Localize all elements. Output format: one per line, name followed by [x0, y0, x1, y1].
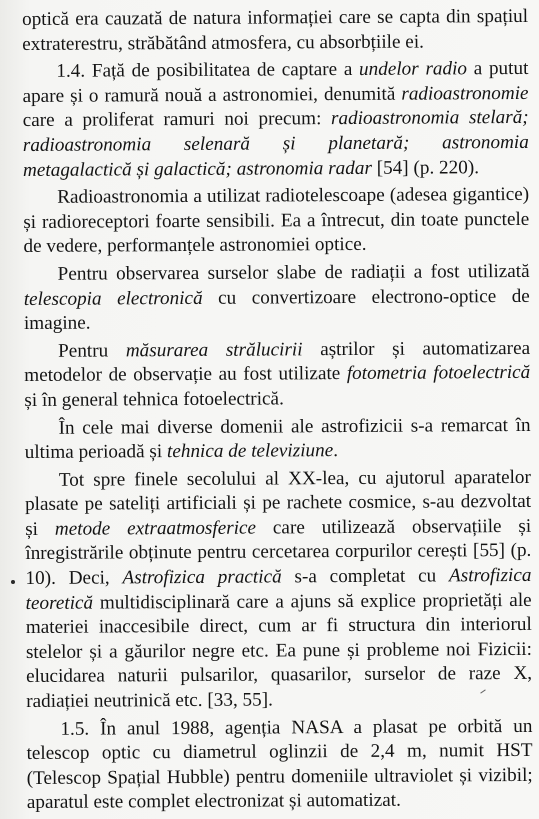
paragraph — [22, 5, 528, 57]
text-run: [54] (p. 220). — [371, 156, 480, 179]
italic-text-run: undelor radio — [358, 58, 468, 81]
text-run: cu convertizoare electrono-optice de imagine. — [23, 285, 530, 335]
paragraph — [24, 337, 530, 414]
paragraph — [25, 466, 532, 715]
margin-dot — [11, 580, 15, 584]
paragraph — [22, 57, 529, 183]
italic-text-run: Astrofizica practică — [122, 566, 282, 589]
italic-text-run: măsurarea strălucirii — [125, 339, 303, 362]
text-run: care utilizează observațiile și înregistrările obținute pentru cercetarea corpurilor cerești [55] (p. 10). Deci, — [25, 515, 532, 590]
italic-text-run: radioastronomia stelară; radioastronomia selenară și planetară; astronomia metagalactică și galactică; astronomia radar — [22, 107, 529, 181]
text-run: Tot spre finele secolului al XX-lea, cu ajutorul aparatelor plasate pe sateliți artificiali și pe rachete cosmice, s-au dezvoltat și — [24, 466, 532, 540]
text-run: În cele mai diverse domenii ale astrofizicii s-a remarcat în ultima perioadă și — [24, 414, 531, 464]
italic-text-run: telescopia electronică — [23, 287, 203, 310]
text-run: optică era cauzată de natura informației care se capta din spațiul extraterestru, străbătând atmosfera, cu absorbțiile ei. — [22, 5, 529, 55]
text-run: și în general tehnica fotoelectrică. — [24, 388, 284, 411]
text-run: Pentru — [58, 340, 126, 362]
text-run: . — [333, 440, 339, 462]
text-run: s-a completat cu — [281, 565, 450, 588]
italic-text-run: fotometria fotoelectrică — [346, 362, 531, 385]
paragraph — [24, 413, 530, 465]
italic-text-run: metode extraatmosferice — [54, 517, 257, 540]
italic-text-run: tehnica de televiziune — [166, 440, 334, 463]
text-run: 1.5. În anul 1988, agenția NASA a plasat pe orbită un telescop optic cu diametrul oglinzii de 2,4 m, numit HST (Telescop Spațial Hubble) pentru domeniile ultraviolet și vizibil; aparatul este complet electronizat și automatizat. — [26, 715, 533, 814]
page-text-column — [22, 5, 533, 819]
paragraph — [24, 260, 530, 337]
text-run: multidisciplinară care a ajuns să explice proprietăți ale materiei inaccesibile direct, cum ar fi structura din interiorul stelelor și a găurilor negre etc. Ea pune și probleme noi Fizicii: elucidarea naturii pulsarilor, quasarilor, surselor de raze X, radiației neutrinică etc. [33, 55]. — [25, 589, 533, 713]
paragraph — [23, 183, 529, 260]
text-run: Pentru observarea surselor slabe de radiații a fost utilizată — [57, 260, 530, 285]
text-run: care a proliferat ramuri noi precum: — [22, 108, 332, 132]
text-run: aștrilor și automatizarea metodelor de observație au fost utilizate — [24, 337, 531, 387]
italic-text-run: radioastronomie — [401, 82, 529, 105]
text-run: Radioastronomia a utilizat radiotelescoape (adesea gigantice) și radioreceptori foarte sensibili. Ea a întrecut, din toate punctele de vedere, performanțele astronomiei optice. — [23, 184, 530, 258]
italic-text-run: Astrofizica teoretică — [25, 564, 532, 614]
paragraph — [26, 715, 533, 816]
text-run: 1.4. Față de posibilitatea de captare a — [56, 59, 360, 82]
text-run: a putut apare și o ramură nouă a astronomiei, denumită — [22, 58, 529, 107]
